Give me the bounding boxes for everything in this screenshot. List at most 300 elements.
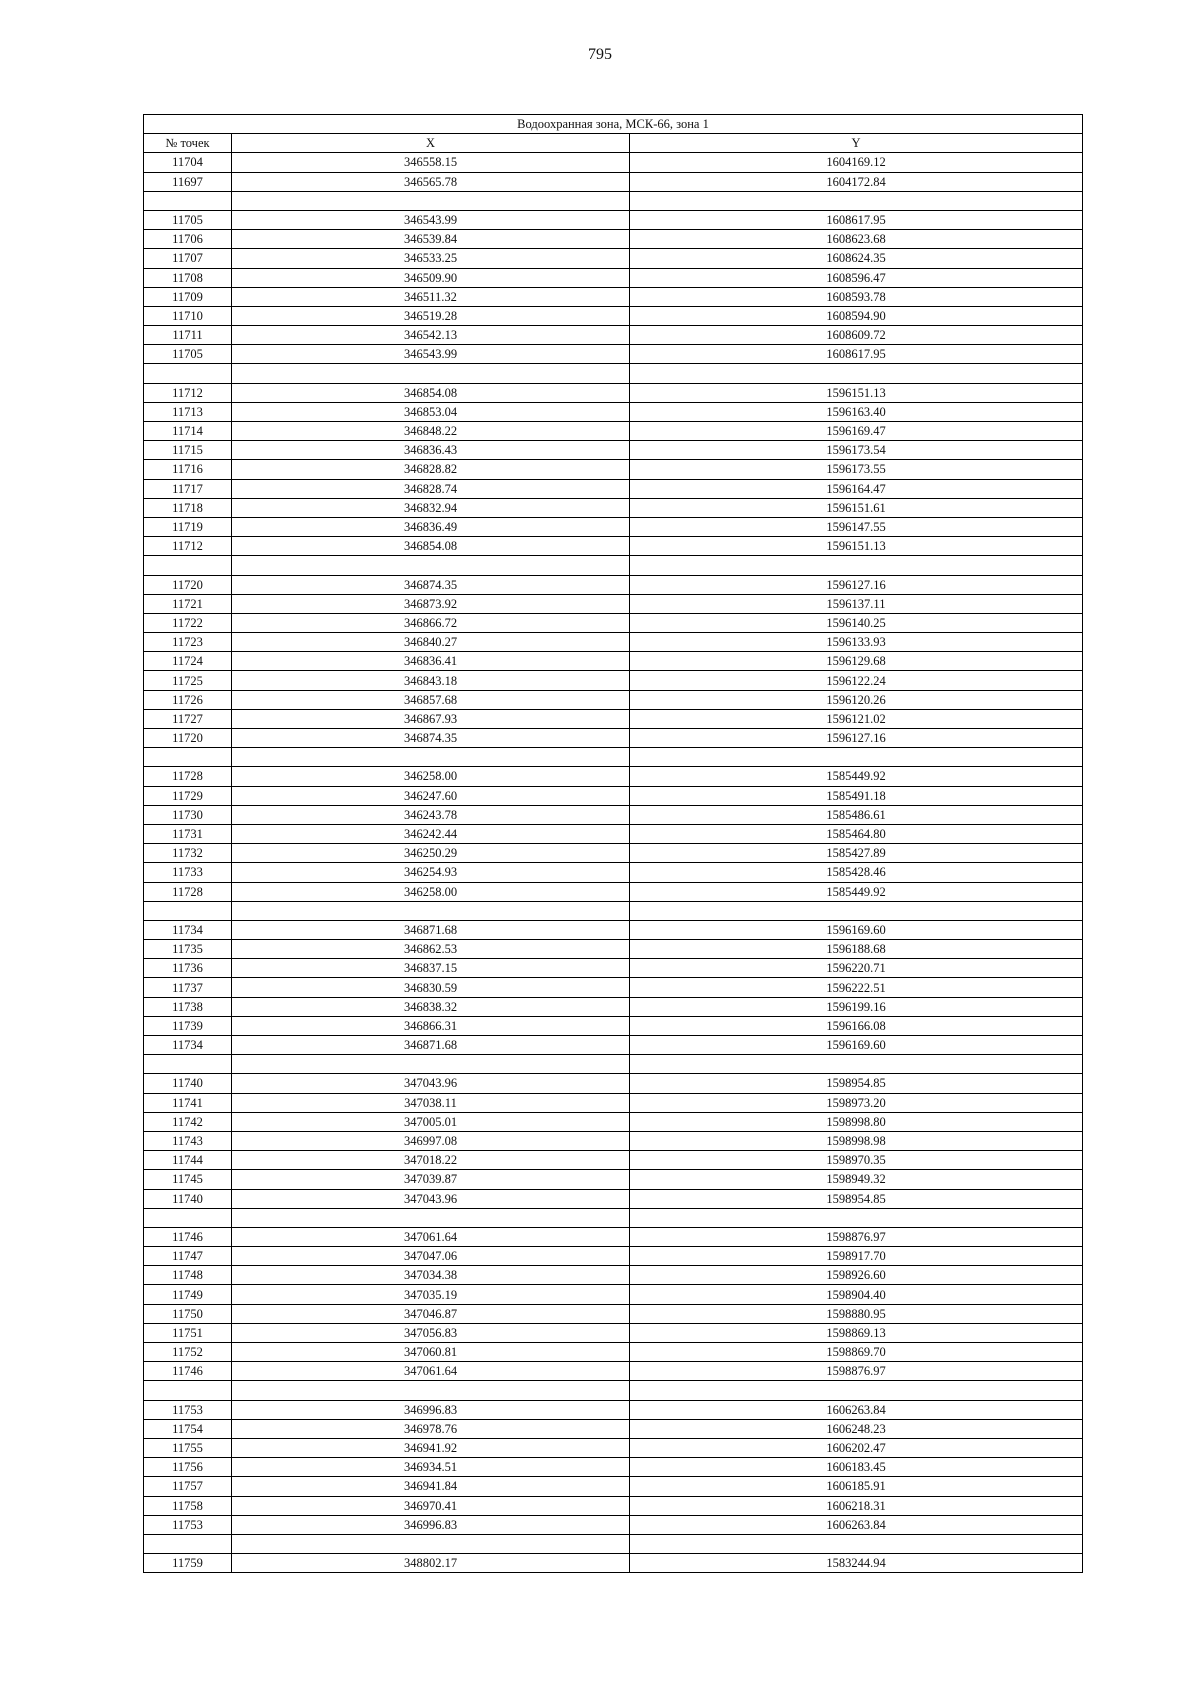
separator-row — [144, 1534, 1083, 1553]
x-coordinate-cell: 346254.93 — [232, 863, 630, 882]
x-coordinate-cell: 346519.28 — [232, 306, 630, 325]
y-coordinate-cell: 1606202.47 — [630, 1438, 1083, 1457]
y-coordinate-cell — [630, 364, 1083, 383]
point-number-cell: 11733 — [144, 863, 232, 882]
table-row — [144, 287, 1083, 306]
y-coordinate-cell — [630, 556, 1083, 575]
coordinates-table — [143, 114, 1083, 1573]
x-coordinate-cell: 347035.19 — [232, 1285, 630, 1304]
table-row — [144, 1419, 1083, 1438]
x-coordinate-cell: 346862.53 — [232, 940, 630, 959]
table-row — [144, 690, 1083, 709]
point-number-cell: 11711 — [144, 326, 232, 345]
table-title: Водоохранная зона, МСК-66, зона 1 — [144, 115, 1083, 134]
x-coordinate-cell — [232, 1534, 630, 1553]
y-coordinate-cell: 1606263.84 — [630, 1515, 1083, 1534]
table-row — [144, 1151, 1083, 1170]
separator-row — [144, 364, 1083, 383]
point-number-cell: 11726 — [144, 690, 232, 709]
point-number-cell: 11720 — [144, 729, 232, 748]
point-number-cell: 11732 — [144, 844, 232, 863]
point-number-cell: 11712 — [144, 383, 232, 402]
y-coordinate-cell: 1596140.25 — [630, 613, 1083, 632]
point-number-cell: 11705 — [144, 210, 232, 229]
y-coordinate-cell: 1596151.13 — [630, 537, 1083, 556]
separator-row — [144, 901, 1083, 920]
y-coordinate-cell — [630, 1055, 1083, 1074]
x-coordinate-cell: 346853.04 — [232, 402, 630, 421]
y-coordinate-cell: 1596151.13 — [630, 383, 1083, 402]
x-coordinate-cell: 346533.25 — [232, 249, 630, 268]
point-number-cell: 11743 — [144, 1131, 232, 1150]
y-coordinate-cell: 1596220.71 — [630, 959, 1083, 978]
point-number-cell: 11741 — [144, 1093, 232, 1112]
x-coordinate-cell: 347060.81 — [232, 1343, 630, 1362]
table-row — [144, 1400, 1083, 1419]
x-coordinate-cell: 347039.87 — [232, 1170, 630, 1189]
y-coordinate-cell: 1608593.78 — [630, 287, 1083, 306]
x-coordinate-cell: 346558.15 — [232, 153, 630, 172]
y-coordinate-cell: 1598917.70 — [630, 1247, 1083, 1266]
point-number-cell: 11704 — [144, 153, 232, 172]
point-number-cell: 11742 — [144, 1112, 232, 1131]
y-coordinate-cell — [630, 191, 1083, 210]
point-number-cell: 11749 — [144, 1285, 232, 1304]
point-number-cell: 11744 — [144, 1151, 232, 1170]
y-coordinate-cell: 1596127.16 — [630, 575, 1083, 594]
table-row — [144, 1093, 1083, 1112]
table-row — [144, 1554, 1083, 1573]
x-coordinate-cell: 346539.84 — [232, 230, 630, 249]
x-coordinate-cell: 346836.49 — [232, 517, 630, 536]
y-coordinate-cell: 1606218.31 — [630, 1496, 1083, 1515]
y-coordinate-cell: 1596173.55 — [630, 460, 1083, 479]
x-coordinate-cell: 346873.92 — [232, 594, 630, 613]
table-row — [144, 460, 1083, 479]
point-number-cell: 11751 — [144, 1323, 232, 1342]
table-row — [144, 671, 1083, 690]
y-coordinate-cell: 1596163.40 — [630, 402, 1083, 421]
y-coordinate-cell: 1583244.94 — [630, 1554, 1083, 1573]
y-coordinate-cell: 1606183.45 — [630, 1458, 1083, 1477]
table-row — [144, 920, 1083, 939]
table-row — [144, 844, 1083, 863]
point-number-cell: 11715 — [144, 441, 232, 460]
point-number-cell — [144, 556, 232, 575]
separator-row — [144, 191, 1083, 210]
x-coordinate-cell: 346997.08 — [232, 1131, 630, 1150]
x-coordinate-cell: 346250.29 — [232, 844, 630, 863]
point-number-cell: 11750 — [144, 1304, 232, 1323]
point-number-cell: 11708 — [144, 268, 232, 287]
table-row — [144, 441, 1083, 460]
x-coordinate-cell: 347043.96 — [232, 1074, 630, 1093]
y-coordinate-cell: 1608617.95 — [630, 210, 1083, 229]
point-number-cell: 11717 — [144, 479, 232, 498]
y-coordinate-cell: 1596169.60 — [630, 1036, 1083, 1055]
table-row — [144, 1477, 1083, 1496]
x-coordinate-cell: 346242.44 — [232, 824, 630, 843]
x-coordinate-cell: 346941.84 — [232, 1477, 630, 1496]
point-number-cell: 11707 — [144, 249, 232, 268]
table-row — [144, 210, 1083, 229]
table-header-row — [144, 134, 1083, 153]
table-row — [144, 1036, 1083, 1055]
x-coordinate-cell: 347047.06 — [232, 1247, 630, 1266]
table-row — [144, 652, 1083, 671]
page-number: 795 — [588, 46, 612, 63]
table-row — [144, 1304, 1083, 1323]
x-coordinate-cell: 346866.31 — [232, 1016, 630, 1035]
point-number-cell: 11731 — [144, 824, 232, 843]
y-coordinate-cell: 1604169.12 — [630, 153, 1083, 172]
y-coordinate-cell: 1596164.47 — [630, 479, 1083, 498]
y-coordinate-cell: 1606263.84 — [630, 1400, 1083, 1419]
x-coordinate-cell: 346565.78 — [232, 172, 630, 191]
y-coordinate-cell: 1585428.46 — [630, 863, 1083, 882]
x-coordinate-cell: 346828.82 — [232, 460, 630, 479]
point-number-cell: 11734 — [144, 1036, 232, 1055]
y-coordinate-cell: 1596169.60 — [630, 920, 1083, 939]
y-coordinate-cell: 1585486.61 — [630, 805, 1083, 824]
point-number-cell: 11755 — [144, 1438, 232, 1457]
x-coordinate-cell: 346832.94 — [232, 498, 630, 517]
table-row — [144, 978, 1083, 997]
point-number-cell: 11739 — [144, 1016, 232, 1035]
y-coordinate-cell: 1596173.54 — [630, 441, 1083, 460]
point-number-cell — [144, 748, 232, 767]
table-row — [144, 345, 1083, 364]
y-coordinate-cell: 1604172.84 — [630, 172, 1083, 191]
point-number-cell: 11723 — [144, 633, 232, 652]
x-coordinate-cell: 346848.22 — [232, 422, 630, 441]
point-number-cell: 11747 — [144, 1247, 232, 1266]
separator-row — [144, 556, 1083, 575]
x-coordinate-cell: 346843.18 — [232, 671, 630, 690]
point-number-cell — [144, 1534, 232, 1553]
table-title-row — [144, 115, 1083, 134]
x-coordinate-cell: 347038.11 — [232, 1093, 630, 1112]
point-number-cell: 11757 — [144, 1477, 232, 1496]
x-coordinate-cell: 346941.92 — [232, 1438, 630, 1457]
point-number-cell — [144, 1055, 232, 1074]
point-number-cell: 11752 — [144, 1343, 232, 1362]
point-number-cell: 11735 — [144, 940, 232, 959]
table-row — [144, 268, 1083, 287]
table-row — [144, 575, 1083, 594]
table-row — [144, 1323, 1083, 1342]
table-row — [144, 537, 1083, 556]
y-coordinate-cell: 1585464.80 — [630, 824, 1083, 843]
x-coordinate-cell: 346509.90 — [232, 268, 630, 287]
separator-row — [144, 1208, 1083, 1227]
table-row — [144, 786, 1083, 805]
x-coordinate-cell: 346836.43 — [232, 441, 630, 460]
x-coordinate-cell — [232, 364, 630, 383]
point-number-cell: 11720 — [144, 575, 232, 594]
y-coordinate-cell — [630, 901, 1083, 920]
y-coordinate-cell: 1596133.93 — [630, 633, 1083, 652]
point-number-cell: 11746 — [144, 1227, 232, 1246]
table-row — [144, 1131, 1083, 1150]
point-number-cell: 11697 — [144, 172, 232, 191]
table-row — [144, 306, 1083, 325]
y-coordinate-cell: 1585491.18 — [630, 786, 1083, 805]
x-coordinate-cell: 346978.76 — [232, 1419, 630, 1438]
table-row — [144, 1112, 1083, 1131]
table-row — [144, 767, 1083, 786]
point-number-cell: 11740 — [144, 1074, 232, 1093]
table-row — [144, 1438, 1083, 1457]
y-coordinate-cell: 1598973.20 — [630, 1093, 1083, 1112]
table-row — [144, 729, 1083, 748]
point-number-cell: 11724 — [144, 652, 232, 671]
point-number-cell: 11727 — [144, 709, 232, 728]
table-row — [144, 172, 1083, 191]
y-coordinate-cell — [630, 1208, 1083, 1227]
separator-row — [144, 1055, 1083, 1074]
x-coordinate-cell: 346871.68 — [232, 920, 630, 939]
point-number-cell: 11753 — [144, 1515, 232, 1534]
table-row — [144, 1285, 1083, 1304]
x-coordinate-cell: 346837.15 — [232, 959, 630, 978]
x-coordinate-cell — [232, 191, 630, 210]
point-number-cell: 11728 — [144, 882, 232, 901]
table-row — [144, 383, 1083, 402]
table-row — [144, 1016, 1083, 1035]
point-number-cell: 11729 — [144, 786, 232, 805]
y-coordinate-cell: 1585427.89 — [630, 844, 1083, 863]
column-header-x: X — [232, 134, 630, 153]
point-number-cell: 11716 — [144, 460, 232, 479]
table-row — [144, 1074, 1083, 1093]
x-coordinate-cell: 346874.35 — [232, 729, 630, 748]
y-coordinate-cell: 1598880.95 — [630, 1304, 1083, 1323]
x-coordinate-cell: 347005.01 — [232, 1112, 630, 1131]
table-row — [144, 1458, 1083, 1477]
y-coordinate-cell: 1596166.08 — [630, 1016, 1083, 1035]
y-coordinate-cell: 1608596.47 — [630, 268, 1083, 287]
x-coordinate-cell: 346934.51 — [232, 1458, 630, 1477]
y-coordinate-cell: 1596188.68 — [630, 940, 1083, 959]
y-coordinate-cell: 1598998.98 — [630, 1131, 1083, 1150]
y-coordinate-cell: 1596222.51 — [630, 978, 1083, 997]
y-coordinate-cell: 1598998.80 — [630, 1112, 1083, 1131]
point-number-cell: 11706 — [144, 230, 232, 249]
y-coordinate-cell: 1596147.55 — [630, 517, 1083, 536]
x-coordinate-cell: 346838.32 — [232, 997, 630, 1016]
point-number-cell: 11748 — [144, 1266, 232, 1285]
y-coordinate-cell: 1598876.97 — [630, 1362, 1083, 1381]
x-coordinate-cell — [232, 901, 630, 920]
table-row — [144, 249, 1083, 268]
x-coordinate-cell — [232, 1208, 630, 1227]
table-row — [144, 709, 1083, 728]
y-coordinate-cell: 1598949.32 — [630, 1170, 1083, 1189]
x-coordinate-cell: 346258.00 — [232, 767, 630, 786]
separator-row — [144, 1381, 1083, 1400]
table-row — [144, 613, 1083, 632]
table-row — [144, 153, 1083, 172]
table-row — [144, 863, 1083, 882]
x-coordinate-cell: 346996.83 — [232, 1515, 630, 1534]
x-coordinate-cell: 347043.96 — [232, 1189, 630, 1208]
point-number-cell: 11718 — [144, 498, 232, 517]
y-coordinate-cell: 1596169.47 — [630, 422, 1083, 441]
x-coordinate-cell: 346871.68 — [232, 1036, 630, 1055]
point-number-cell: 11714 — [144, 422, 232, 441]
point-number-cell: 11730 — [144, 805, 232, 824]
x-coordinate-cell: 346543.99 — [232, 345, 630, 364]
y-coordinate-cell: 1598869.13 — [630, 1323, 1083, 1342]
x-coordinate-cell: 346243.78 — [232, 805, 630, 824]
x-coordinate-cell: 347061.64 — [232, 1362, 630, 1381]
table-row — [144, 594, 1083, 613]
y-coordinate-cell: 1598904.40 — [630, 1285, 1083, 1304]
table-row — [144, 230, 1083, 249]
y-coordinate-cell: 1598954.85 — [630, 1074, 1083, 1093]
table-row — [144, 517, 1083, 536]
table-row — [144, 479, 1083, 498]
table-row — [144, 1247, 1083, 1266]
y-coordinate-cell: 1596129.68 — [630, 652, 1083, 671]
table-row — [144, 997, 1083, 1016]
y-coordinate-cell: 1606248.23 — [630, 1419, 1083, 1438]
x-coordinate-cell: 346247.60 — [232, 786, 630, 805]
point-number-cell: 11719 — [144, 517, 232, 536]
y-coordinate-cell: 1598876.97 — [630, 1227, 1083, 1246]
x-coordinate-cell: 346857.68 — [232, 690, 630, 709]
y-coordinate-cell: 1598970.35 — [630, 1151, 1083, 1170]
y-coordinate-cell: 1596121.02 — [630, 709, 1083, 728]
x-coordinate-cell: 346258.00 — [232, 882, 630, 901]
x-coordinate-cell: 346866.72 — [232, 613, 630, 632]
y-coordinate-cell: 1596137.11 — [630, 594, 1083, 613]
table-row — [144, 1362, 1083, 1381]
point-number-cell — [144, 1381, 232, 1400]
y-coordinate-cell: 1585449.92 — [630, 767, 1083, 786]
y-coordinate-cell: 1608624.35 — [630, 249, 1083, 268]
x-coordinate-cell: 347061.64 — [232, 1227, 630, 1246]
y-coordinate-cell: 1596120.26 — [630, 690, 1083, 709]
point-number-cell: 11712 — [144, 537, 232, 556]
separator-row — [144, 748, 1083, 767]
point-number-cell — [144, 901, 232, 920]
table-row — [144, 882, 1083, 901]
point-number-cell: 11709 — [144, 287, 232, 306]
table-row — [144, 1515, 1083, 1534]
table-row — [144, 1227, 1083, 1246]
y-coordinate-cell — [630, 1534, 1083, 1553]
table-row — [144, 326, 1083, 345]
x-coordinate-cell — [232, 556, 630, 575]
point-number-cell: 11753 — [144, 1400, 232, 1419]
point-number-cell — [144, 191, 232, 210]
y-coordinate-cell: 1596199.16 — [630, 997, 1083, 1016]
point-number-cell: 11738 — [144, 997, 232, 1016]
y-coordinate-cell: 1598954.85 — [630, 1189, 1083, 1208]
x-coordinate-cell: 346543.99 — [232, 210, 630, 229]
table-row — [144, 940, 1083, 959]
y-coordinate-cell: 1585449.92 — [630, 882, 1083, 901]
table-row — [144, 422, 1083, 441]
column-header-point-number: № точек — [144, 134, 232, 153]
x-coordinate-cell: 347018.22 — [232, 1151, 630, 1170]
x-coordinate-cell: 346854.08 — [232, 383, 630, 402]
table-row — [144, 959, 1083, 978]
x-coordinate-cell: 346830.59 — [232, 978, 630, 997]
x-coordinate-cell: 346874.35 — [232, 575, 630, 594]
x-coordinate-cell: 348802.17 — [232, 1554, 630, 1573]
x-coordinate-cell: 346970.41 — [232, 1496, 630, 1515]
point-number-cell: 11725 — [144, 671, 232, 690]
table-row — [144, 1189, 1083, 1208]
table-row — [144, 633, 1083, 652]
column-header-y: Y — [630, 134, 1083, 153]
point-number-cell: 11746 — [144, 1362, 232, 1381]
point-number-cell: 11728 — [144, 767, 232, 786]
x-coordinate-cell: 346840.27 — [232, 633, 630, 652]
table-row — [144, 498, 1083, 517]
table-row — [144, 1343, 1083, 1362]
x-coordinate-cell: 346511.32 — [232, 287, 630, 306]
x-coordinate-cell: 346867.93 — [232, 709, 630, 728]
table-body — [144, 153, 1083, 1573]
point-number-cell — [144, 364, 232, 383]
table-row — [144, 1496, 1083, 1515]
point-number-cell: 11721 — [144, 594, 232, 613]
table-row — [144, 805, 1083, 824]
x-coordinate-cell: 347034.38 — [232, 1266, 630, 1285]
point-number-cell: 11713 — [144, 402, 232, 421]
point-number-cell: 11740 — [144, 1189, 232, 1208]
point-number-cell: 11722 — [144, 613, 232, 632]
y-coordinate-cell: 1608594.90 — [630, 306, 1083, 325]
x-coordinate-cell — [232, 1055, 630, 1074]
point-number-cell: 11759 — [144, 1554, 232, 1573]
point-number-cell: 11705 — [144, 345, 232, 364]
y-coordinate-cell: 1608609.72 — [630, 326, 1083, 345]
y-coordinate-cell: 1608623.68 — [630, 230, 1083, 249]
point-number-cell: 11710 — [144, 306, 232, 325]
x-coordinate-cell: 346996.83 — [232, 1400, 630, 1419]
y-coordinate-cell: 1596151.61 — [630, 498, 1083, 517]
table-row — [144, 824, 1083, 843]
point-number-cell: 11745 — [144, 1170, 232, 1189]
y-coordinate-cell — [630, 1381, 1083, 1400]
y-coordinate-cell: 1596122.24 — [630, 671, 1083, 690]
point-number-cell: 11736 — [144, 959, 232, 978]
x-coordinate-cell: 347056.83 — [232, 1323, 630, 1342]
x-coordinate-cell — [232, 748, 630, 767]
point-number-cell: 11734 — [144, 920, 232, 939]
x-coordinate-cell: 347046.87 — [232, 1304, 630, 1323]
y-coordinate-cell: 1608617.95 — [630, 345, 1083, 364]
point-number-cell: 11758 — [144, 1496, 232, 1515]
point-number-cell: 11756 — [144, 1458, 232, 1477]
y-coordinate-cell: 1598926.60 — [630, 1266, 1083, 1285]
x-coordinate-cell: 346836.41 — [232, 652, 630, 671]
y-coordinate-cell: 1598869.70 — [630, 1343, 1083, 1362]
y-coordinate-cell — [630, 748, 1083, 767]
table-row — [144, 1266, 1083, 1285]
x-coordinate-cell — [232, 1381, 630, 1400]
y-coordinate-cell: 1596127.16 — [630, 729, 1083, 748]
x-coordinate-cell: 346854.08 — [232, 537, 630, 556]
x-coordinate-cell: 346542.13 — [232, 326, 630, 345]
y-coordinate-cell: 1606185.91 — [630, 1477, 1083, 1496]
point-number-cell: 11754 — [144, 1419, 232, 1438]
